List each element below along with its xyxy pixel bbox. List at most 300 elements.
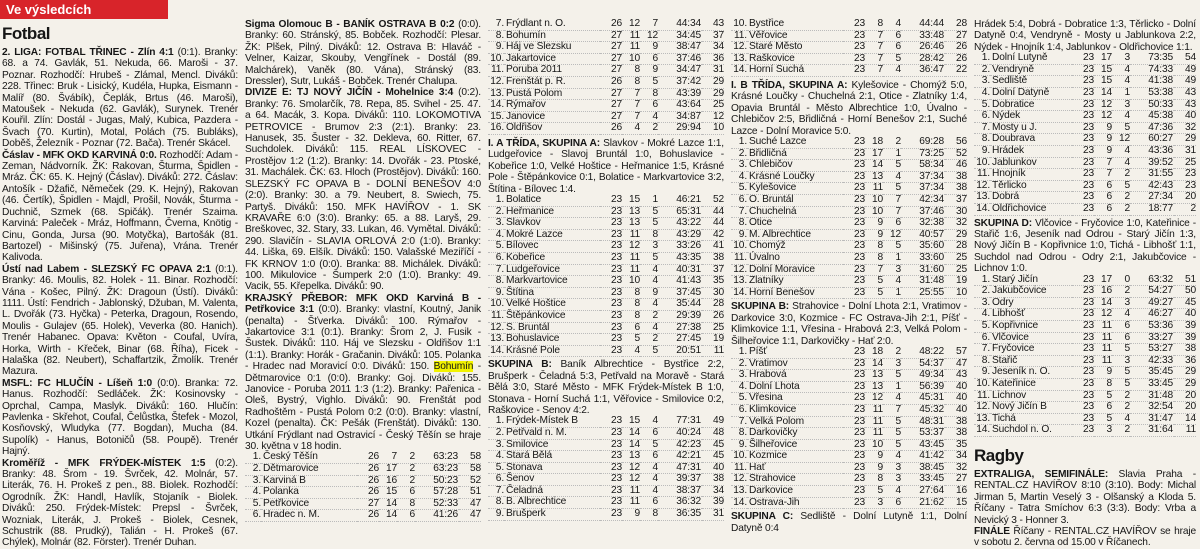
score-cell: 48:31 xyxy=(919,415,944,427)
played-cell: 23 xyxy=(853,286,865,298)
score-cell: 25:55 xyxy=(919,286,944,298)
points-cell: 43 xyxy=(712,18,724,29)
match-headline: Ústí nad Labem - SLEZSKÝ FC OPAVA 2:1 xyxy=(2,263,211,275)
score-cell: 33:45 xyxy=(1148,377,1173,389)
points-cell: 44 xyxy=(712,205,724,217)
score-cell: 46:21 xyxy=(676,193,701,205)
score-cell: 33:45 xyxy=(919,473,944,485)
wins-cell: 7 xyxy=(634,87,640,99)
team-cell: Hrádek xyxy=(992,144,1024,156)
rank-cell: 5. xyxy=(252,497,261,509)
rank-cell: 2. xyxy=(738,357,747,369)
table-row xyxy=(488,76,724,88)
table-row xyxy=(731,439,967,451)
wins-cell: 4 xyxy=(634,344,640,356)
wins-cell: 11 xyxy=(1101,354,1112,366)
team-cell: Šenov xyxy=(506,473,535,485)
draws-cell: 4 xyxy=(652,321,658,333)
score-cell: 31:48 xyxy=(919,275,944,287)
played-cell: 23 xyxy=(1082,296,1094,308)
table-row xyxy=(731,171,967,183)
table-row xyxy=(488,474,724,486)
table-row xyxy=(245,475,481,487)
played-cell: 23 xyxy=(1082,121,1094,133)
table-row xyxy=(731,218,967,230)
played-cell: 27 xyxy=(610,99,622,111)
played-cell: 23 xyxy=(1082,412,1094,424)
match-headline: KRAJSKÝ PŘEBOR: MFK OKD Karviná B - Petřkovice 3:1 xyxy=(245,292,481,316)
table-row xyxy=(974,413,1196,425)
played-cell: 26 xyxy=(367,486,379,498)
played-cell: 23 xyxy=(853,136,865,147)
score-cell: 77:31 xyxy=(676,415,701,427)
score-cell: 34:45 xyxy=(676,29,701,41)
wins-cell: 8 xyxy=(877,251,883,263)
points-cell: 45 xyxy=(712,438,724,450)
wins-cell: 11 xyxy=(629,496,640,508)
played-cell: 23 xyxy=(610,286,622,298)
rank-cell: 14. xyxy=(976,424,990,436)
points-cell: 38 xyxy=(955,415,967,427)
rank-cell: 13. xyxy=(733,485,747,497)
team-cell: Dolní Lhota xyxy=(749,380,800,392)
draws-cell: 6 xyxy=(1124,319,1130,331)
table-row xyxy=(488,345,724,357)
team-cell: Mosty u J. xyxy=(992,121,1037,133)
wins-cell: 13 xyxy=(871,369,883,381)
score-cell: 43:39 xyxy=(676,87,701,99)
draws-cell: 5 xyxy=(652,75,658,87)
played-cell: 23 xyxy=(610,298,622,310)
wins-cell: 14 xyxy=(628,426,640,438)
played-cell: 23 xyxy=(1082,343,1094,355)
points-cell: 38 xyxy=(955,182,967,194)
wins-cell: 7 xyxy=(634,110,640,122)
score-cell: 37:34 xyxy=(919,182,944,194)
rank-cell: 1. xyxy=(252,451,261,463)
rank-cell: 1. xyxy=(738,136,747,147)
wins-cell: 8 xyxy=(634,298,640,310)
score-cell: 37:45 xyxy=(676,286,701,298)
points-cell: 27 xyxy=(955,29,967,41)
wins-cell: 7 xyxy=(877,52,883,64)
wins-cell: 12 xyxy=(628,18,640,29)
played-cell: 23 xyxy=(1082,168,1094,180)
team-cell: Úvalno xyxy=(749,251,780,263)
match-report xyxy=(245,19,481,87)
table-row xyxy=(488,30,724,42)
team-cell: Věřovice xyxy=(749,29,788,41)
rank-cell: 7. xyxy=(981,121,990,133)
draws-cell: 4 xyxy=(895,64,901,76)
section-banner: Ve výsledcích xyxy=(0,0,168,19)
score-cell: 54:37 xyxy=(919,357,944,369)
wins-cell: 12 xyxy=(628,461,640,473)
rank-cell: 9. xyxy=(738,438,747,450)
rank-cell: 3. xyxy=(495,217,504,229)
points-cell: 40 xyxy=(1184,110,1196,122)
points-cell: 40 xyxy=(955,403,967,415)
table-row xyxy=(488,88,724,100)
score-cell: 35:44 xyxy=(676,298,701,310)
team-cell: Fryčovice xyxy=(992,343,1035,355)
table-row xyxy=(488,276,724,288)
wins-cell: 3 xyxy=(877,496,883,508)
points-cell: 38 xyxy=(1184,343,1196,355)
team-cell: Vlčovice xyxy=(992,331,1029,343)
draws-cell: 7 xyxy=(895,205,901,217)
table-row xyxy=(731,53,967,65)
table-row xyxy=(731,241,967,253)
table-row xyxy=(731,206,967,218)
points-cell: 28 xyxy=(955,18,967,29)
team-cell: Suché Lazce xyxy=(749,136,807,147)
standings-table-1b-c xyxy=(974,53,1196,215)
draws-cell: 4 xyxy=(1124,63,1130,75)
score-cell: 26:46 xyxy=(919,41,944,53)
draws-cell: 6 xyxy=(895,496,901,508)
team-cell: Mokré Lazce xyxy=(506,228,563,240)
played-cell: 27 xyxy=(367,497,379,509)
score-cell: 44:44 xyxy=(919,18,944,29)
team-cell: Ludgeřovice xyxy=(506,263,560,275)
column-2 xyxy=(245,19,481,521)
played-cell: 23 xyxy=(610,263,622,275)
table-row xyxy=(488,229,724,241)
score-cell: 27:45 xyxy=(676,333,701,345)
table-row xyxy=(488,497,724,509)
match-details: (0:2). Branky: 48. Šrom - 19. Švrček, 42. Molnár, 57. Literák, 76. H. Prokeš z pen., 88. Biolek. Rozhodčí: Ogrodník. ŽK: Handl, Havlík, Stojaník - Biolek. Diváků: 250. Frýdek-Místek: Prepsl - Švrček, Wozniak, Literák, J. Prokeš - Biolek, Cesnek, Schustrik (88. Prudký), Talián - H. Prokeš (67. Chýlek), Molnár (82. Förster). Trenér Duhan. xyxy=(2,457,238,549)
score-cell: 34:47 xyxy=(676,64,701,76)
played-cell: 23 xyxy=(610,344,622,356)
played-cell: 23 xyxy=(610,321,622,333)
points-cell: 10 xyxy=(712,122,724,134)
team-cell: Stonava xyxy=(506,461,543,473)
wins-cell: 5 xyxy=(1106,412,1112,424)
rank-cell: 14. xyxy=(976,202,990,214)
wins-cell: 13 xyxy=(871,170,883,182)
played-cell: 23 xyxy=(1082,202,1094,214)
table-row xyxy=(245,452,481,463)
rank-cell: 4. xyxy=(495,228,504,240)
team-cell: Pustá Polom xyxy=(506,87,563,99)
wins-cell: 8 xyxy=(634,309,640,321)
team-cell: Frenštát p. R. xyxy=(506,75,566,87)
played-cell: 27 xyxy=(610,64,622,76)
match-headline: Kroměříž - MFK FRÝDEK-MÍSTEK 1:5 xyxy=(2,457,206,469)
score-cell: 73:35 xyxy=(1148,52,1173,64)
team-cell: Doubrava xyxy=(992,133,1035,145)
rank-cell: 12. xyxy=(733,473,747,485)
team-cell: Chlebičov xyxy=(749,159,793,171)
standings-table-1a-a xyxy=(488,195,724,357)
points-cell: 43 xyxy=(955,369,967,381)
rank-cell: 6. xyxy=(981,331,990,343)
wins-cell: 17 xyxy=(385,463,397,475)
team-cell: Horní Benešov xyxy=(749,286,815,298)
wins-cell: 10 xyxy=(628,275,640,287)
team-cell: Břidličná xyxy=(749,147,787,159)
draws-cell: 5 xyxy=(652,205,658,217)
table-row xyxy=(974,390,1196,402)
points-cell: 37 xyxy=(955,193,967,205)
team-cell: Krásné Loučky xyxy=(749,170,815,182)
played-cell: 23 xyxy=(853,275,865,287)
rank-cell: 9. xyxy=(981,144,990,156)
points-cell: 31 xyxy=(712,508,724,520)
match-details: (0:1). Branky: 68. a 74. Gavlák, 51. Nekuda, 66. Maroši - 37. Poznar. Rozhodčí: Hrubeš - Zlámal, Mencl. Diváků: 228. Třinec: Bruk - Lisický, Kudéla, Hupka, Eismann - Malíř (80. Švábík), Čeplák, Brtus (46. Maroši), Matoušek - Nekuda (62. Gavlák), Surynek. Trenér Kouřil. Zlín: Dostál - Jugas, Malý, Kubica, Pazdera - Švach (70. Kurtin), Motal, Polách (75. Bubláks), Doběš, Železník - Poznar (72. Bača). Trenér Skácel. xyxy=(2,47,238,150)
points-cell: 29 xyxy=(955,228,967,240)
played-cell: 23 xyxy=(853,193,865,205)
points-cell: 45 xyxy=(1184,296,1196,308)
draws-cell: 7 xyxy=(895,193,901,205)
table-row xyxy=(974,367,1196,379)
points-cell: 32 xyxy=(955,461,967,473)
draws-cell: 5 xyxy=(895,427,901,439)
score-cell: 53:37 xyxy=(919,427,944,439)
score-cell: 53:36 xyxy=(1148,319,1173,331)
played-cell: 26 xyxy=(610,122,622,134)
table-row xyxy=(731,497,967,509)
team-cell: Slavkov xyxy=(506,217,541,229)
table-row xyxy=(731,264,967,276)
score-cell: 47:31 xyxy=(676,461,701,473)
rank-cell: 6. xyxy=(738,403,747,415)
score-cell: 33:26 xyxy=(676,240,701,252)
team-cell: Frýdlant n. O. xyxy=(506,18,566,29)
team-cell: Bílovec xyxy=(506,240,539,252)
table-row xyxy=(974,203,1196,215)
points-cell: 26 xyxy=(955,52,967,64)
rank-cell: 4. xyxy=(981,308,990,320)
wins-cell: 8 xyxy=(634,64,640,76)
draws-cell: 4 xyxy=(652,415,658,427)
wins-cell: 9 xyxy=(877,228,883,240)
standings-table-krajsky-prebor-cont xyxy=(488,19,724,135)
team-cell: Markvartovice xyxy=(506,275,568,287)
team-cell: S. Bruntál xyxy=(506,321,550,333)
rank-cell: 7. xyxy=(495,263,504,275)
group-results-1b-c: SKUPINA C: Sedliště - Dolní Lutyně 1:1, Dolní Datyně 0:4 xyxy=(731,511,967,534)
draws-cell: 6 xyxy=(652,52,658,64)
draws-cell: 5 xyxy=(895,182,901,194)
points-cell: 25 xyxy=(712,99,724,111)
draws-cell: 4 xyxy=(895,275,901,287)
played-cell: 23 xyxy=(853,263,865,275)
match-headline: MSFL: FC HLUČÍN - Líšeň 1:0 xyxy=(2,377,153,389)
rank-cell: 6. xyxy=(981,110,990,122)
wins-cell: 9 xyxy=(877,450,883,462)
match-details: (0:1). Branky: 46. Moulis, 82. Holek - 11. Binar. Rozhodčí: Vána - Košec, Pilný. ŽK: Dragoun (Ústí). Diváků: 1111. Ústí: Fendrich - Jablonský, Džuban, M. Valenta, L. Dvořák (73. Hyčka) - Peterka, Dragoun, Rosendo, Moulis - Gulajev (65. Holek), Veverka (80. Hanich). Trenér Habanec. Opava: Květon - Coufal, Uvíra, Horka, Wirth - Křeček, Binar (68. Říha), Ficek - Halaška (82. Neubert), Schaffartzik, Žmolík. Trenér Mazura. xyxy=(2,263,238,378)
wins-cell: 7 xyxy=(634,99,640,111)
table-row xyxy=(245,464,481,476)
score-cell: 27:38 xyxy=(676,321,701,333)
team-cell: Dětmarovice xyxy=(263,463,319,475)
rank-cell: 5. xyxy=(981,98,990,110)
score-cell: 53:27 xyxy=(1148,343,1173,355)
table-row xyxy=(974,169,1196,181)
draws-cell: 5 xyxy=(652,217,658,229)
match-report xyxy=(2,264,238,378)
draws-cell: 4 xyxy=(1124,110,1130,122)
draws-cell: 2 xyxy=(409,451,415,463)
table-row xyxy=(974,99,1196,111)
team-cell: Těrlicko xyxy=(992,179,1027,191)
table-row xyxy=(731,137,967,148)
wins-cell: 14 xyxy=(385,497,397,509)
wins-cell: 11 xyxy=(629,228,640,240)
rank-cell: 8. xyxy=(495,496,504,508)
score-cell: 41:38 xyxy=(1148,75,1173,87)
team-cell: Dobratice xyxy=(992,98,1035,110)
played-cell: 26 xyxy=(367,474,379,486)
score-cell: 58:34 xyxy=(919,159,944,171)
played-cell: 26 xyxy=(367,463,379,475)
table-row xyxy=(488,218,724,230)
rank-cell: 7. xyxy=(981,343,990,355)
wins-cell: 15 xyxy=(628,415,640,427)
table-row xyxy=(488,53,724,65)
table-row xyxy=(245,510,481,522)
table-row xyxy=(974,402,1196,414)
played-cell: 23 xyxy=(853,369,865,381)
played-cell: 23 xyxy=(853,473,865,485)
match-report xyxy=(2,47,238,150)
rank-cell: 16. xyxy=(490,122,504,134)
rank-cell: 4. xyxy=(738,170,747,182)
points-cell: 38 xyxy=(955,427,967,439)
team-cell: Kopřivnice xyxy=(992,319,1039,331)
played-cell: 23 xyxy=(610,193,622,205)
wins-cell: 10 xyxy=(628,52,640,64)
played-cell: 23 xyxy=(1082,63,1094,75)
draws-cell: 5 xyxy=(895,415,901,427)
team-cell: Janovice xyxy=(506,110,546,122)
score-cell: 47:36 xyxy=(1148,121,1173,133)
draws-cell: 4 xyxy=(895,392,901,404)
points-cell: 29 xyxy=(712,87,724,99)
played-cell: 23 xyxy=(853,41,865,53)
wins-cell: 11 xyxy=(872,182,883,194)
points-cell: 26 xyxy=(955,41,967,53)
team-cell: Bolatice xyxy=(506,193,542,205)
team-cell: Kateřinice xyxy=(992,377,1036,389)
points-cell: 28 xyxy=(712,298,724,310)
table-row xyxy=(731,358,967,370)
rank-cell: 10. xyxy=(490,298,504,310)
wins-cell: 12 xyxy=(871,392,883,404)
wins-cell: 11 xyxy=(872,415,883,427)
table-row xyxy=(974,192,1196,204)
table-row xyxy=(731,287,967,299)
draws-cell: 5 xyxy=(1124,366,1130,378)
draws-cell: 12 xyxy=(646,29,658,41)
score-cell: 37:46 xyxy=(676,52,701,64)
rank-cell: 7. xyxy=(495,18,504,29)
table-row xyxy=(731,393,967,405)
table-row xyxy=(488,416,724,427)
team-cell: Český Těšín xyxy=(263,451,318,463)
score-cell: 37:46 xyxy=(919,205,944,217)
wins-cell: 6 xyxy=(1106,401,1112,413)
score-cell: 63:23 xyxy=(433,451,458,463)
draws-cell: 6 xyxy=(895,217,901,229)
table-row xyxy=(731,428,967,440)
played-cell: 26 xyxy=(610,75,622,87)
rank-cell: 3. xyxy=(495,438,504,450)
rank-cell: 8. xyxy=(981,133,990,145)
score-cell: 54:27 xyxy=(1148,285,1173,297)
points-cell: 43 xyxy=(1184,98,1196,110)
score-cell: 73:25 xyxy=(919,147,944,159)
played-cell: 23 xyxy=(853,251,865,263)
draws-cell: 4 xyxy=(895,18,901,29)
points-cell: 39 xyxy=(1184,331,1196,343)
match-details: (0:2). Branky: 76. Smolarčík, 78. Repa, 85. Svihel - 25. 47. a 64. Macák, 3. Kopa. Diváků: 110. LOKOMOTIVA PETROVICE - Brumov 2:3 (2:1). Branky: 23. Hanusek, 35. Šuster - 32. Dekleva, 60. Ritter, 67. Suchdolek. Diváků: 115. REAL LÍSKOVEC - Prostějov 1:2 (1:2). Branky: 14. Dvořák - 23. Ptoské, 31. Machálek. ČK: 63. Hloch (Prostějov). Diváků: 160. SLEZSKÝ FC OPAVA B - DOLNÍ BENEŠOV 4:0 (2:0). Branky: 30. a 79. Neubert, 8. Swiech, 75. Partyš. Diváků: 150. MFK HAVÍŘOV - 1. SK KRAVAŘE 6:0 (3:0). Branky: 65. a 88. Laryš, 29. Breškovec, 32. Stary, 33. Lukan, 46. Vymětal. Diváků: 290. Slavičín - SLAVIA ORLOVÁ 2:0 (1:0). Branky: 44. Liška, 69. Elšík. Diváků: 150. Valašské Meziříčí - FK KRNOV 1:0 (0:0). Branka: 88. Michálek. Diváků: 100. Mikulovice - Šumperk 2:0 (1:0). Branky: 49. Vacik, 55. Křepelka. Diváků: 90. xyxy=(245,87,481,293)
group-results-1b-d: SKUPINA D: Vlčovice - Fryčovice 1:0, Kateřinice - Stařič 1:6, Jeseník nad Odrou - Starý Jičín 1:3, Nový Jičín B - Kopřivnice 1:0, Tichá - Libhošť 1:1, Suchdol nad Odrou - Odry 2:1, Jakubčovice - Lichnov 1:0. xyxy=(974,217,1196,275)
points-cell: 23 xyxy=(1184,179,1196,191)
wins-cell: 12 xyxy=(628,473,640,485)
draws-cell: 1 xyxy=(895,380,901,392)
rank-cell: 10. xyxy=(976,156,990,168)
draws-cell: 7 xyxy=(652,18,658,29)
table-row xyxy=(731,474,967,486)
played-cell: 23 xyxy=(853,159,865,171)
draws-cell: 2 xyxy=(652,333,658,345)
draws-cell: 6 xyxy=(895,41,901,53)
team-cell: Šilheřovice xyxy=(749,438,798,450)
played-cell: 23 xyxy=(853,357,865,369)
rank-cell: 3. xyxy=(738,369,747,381)
draws-cell: 2 xyxy=(409,463,415,475)
score-cell: 31:47 xyxy=(1148,412,1173,424)
points-cell: 39 xyxy=(712,496,724,508)
table-row xyxy=(974,320,1196,332)
points-cell: 35 xyxy=(712,275,724,287)
wins-cell: 11 xyxy=(629,41,640,53)
draws-cell: 1 xyxy=(1124,87,1130,98)
team-cell: Nýdek xyxy=(992,110,1021,122)
rank-cell: 1. xyxy=(981,52,990,64)
played-cell: 26 xyxy=(610,18,622,29)
played-cell: 26 xyxy=(367,509,379,521)
score-cell: 21:62 xyxy=(919,496,944,508)
rank-cell: 12. xyxy=(490,75,504,87)
match-headline: 2. LIGA: FOTBAL TŘINEC - Zlín 4:1 xyxy=(2,47,174,58)
wins-cell: 5 xyxy=(634,333,640,345)
team-cell: Sedliště xyxy=(992,75,1028,87)
group-results-1b-b: SKUPINA B: Strahovice - Dolní Lhota 2:1, Vratimov - Darkovice 3:0, Kozmice - FC Ostrava-Jih 2:1, Píšť - Klimkovice 1:1, Vřesina - Hrabová 2:3, Velká Polom - Šilheřovice 1:1, Darkovičky - Hať 2:0. xyxy=(731,301,967,347)
column-1 xyxy=(2,19,239,549)
score-cell: 50:23 xyxy=(433,474,458,486)
played-cell: 23 xyxy=(853,205,865,217)
draws-cell: 3 xyxy=(895,357,901,369)
rank-cell: 2. xyxy=(252,463,261,475)
team-cell: Petřvald n. M. xyxy=(506,426,567,438)
points-cell: 49 xyxy=(1184,63,1196,75)
wins-cell: 17 xyxy=(871,147,883,159)
score-cell: 31:64 xyxy=(1148,424,1173,436)
rank-cell: 13. xyxy=(733,275,747,287)
team-cell: Darkovičky xyxy=(749,427,798,439)
team-cell: Tichá xyxy=(992,412,1016,424)
points-cell: 12 xyxy=(712,110,724,122)
draws-cell: 5 xyxy=(652,251,658,263)
played-cell: 23 xyxy=(610,309,622,321)
score-cell: 31:55 xyxy=(1148,168,1173,180)
draws-cell: 4 xyxy=(652,473,658,485)
table-row xyxy=(731,160,967,172)
